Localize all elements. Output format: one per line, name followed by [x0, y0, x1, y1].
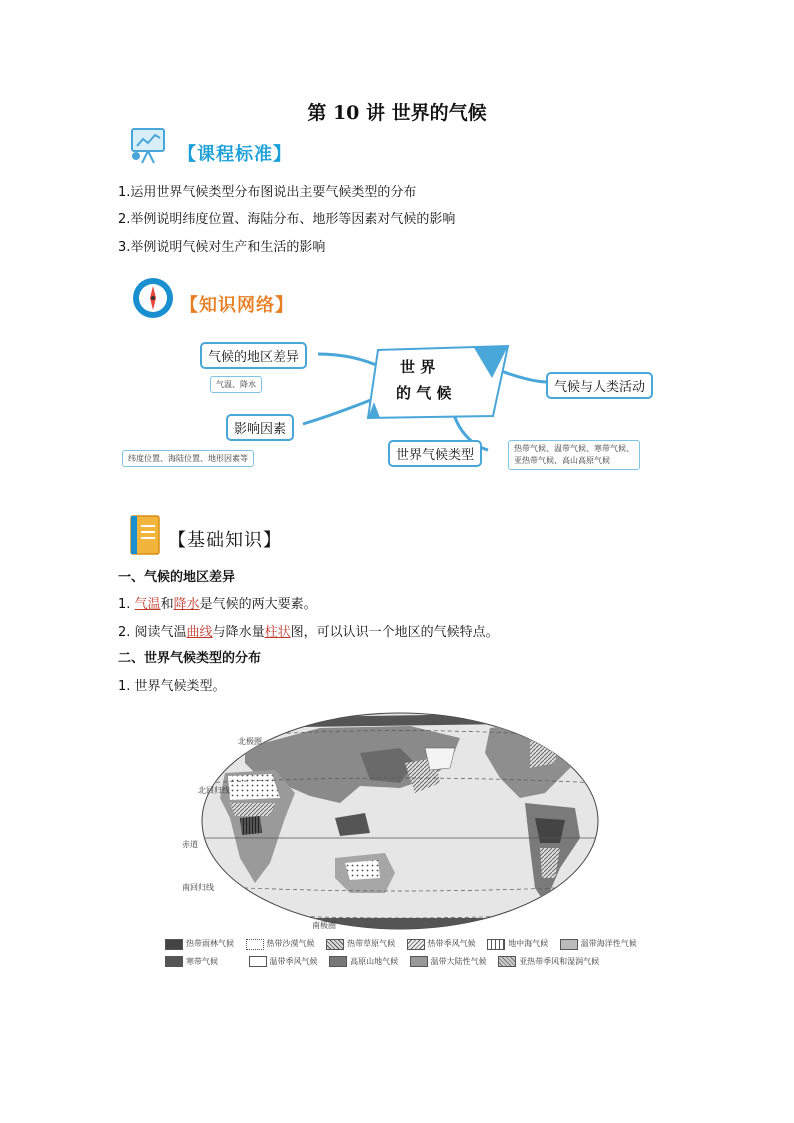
map-label-equator: 赤道	[182, 840, 198, 849]
paragraph-text: 与降水量	[212, 625, 265, 640]
page-title: 第 10 讲 世界的气候	[307, 102, 487, 124]
standard-item: 3.举例说明气候对生产和生活的影响	[118, 240, 326, 255]
mind-map-sub-types-line1: 热带气候、温带气候、寒带气候、	[514, 444, 634, 453]
mind-map-node-factors: 影响因素	[226, 414, 294, 441]
paragraph-text: 是气候的两大要素。	[199, 597, 317, 612]
mind-map-node-diff: 气候的地区差异	[200, 342, 307, 369]
underlined-term: 降水	[173, 597, 200, 612]
underlined-term: 柱状	[264, 625, 291, 640]
legend-item: 温带季风气候	[249, 957, 318, 966]
mind-map-center-line1: 世 界	[400, 358, 436, 376]
mind-map-sub-types	[508, 440, 640, 470]
network-heading: 【知识网络】	[180, 295, 294, 316]
mind-map	[118, 336, 678, 476]
legend-item: 热带雨林气候	[165, 939, 234, 948]
paragraph-text: 1.	[118, 597, 135, 612]
subheading-climate-distribution: 二、世界气候类型的分布	[118, 651, 262, 666]
map-legend-row	[165, 938, 645, 950]
legend-item: 热带草原气候	[326, 939, 395, 948]
underlined-term: 气温	[134, 597, 161, 612]
mind-map-center-line2: 的 气 候	[396, 384, 452, 402]
map-label-tropic-cancer: 北回归线	[198, 786, 230, 795]
paragraph-climate-chart	[118, 621, 499, 640]
standard-item: 1.运用世界气候类型分布图说出主要气候类型的分布	[118, 185, 417, 200]
legend-item: 亚热带季风和湿润气候	[498, 957, 599, 966]
subheading-regional-difference: 一、气候的地区差异	[118, 570, 236, 585]
legend-item: 温带大陆性气候	[410, 957, 487, 966]
legend-item: 地中海气候	[487, 939, 548, 948]
map-legend-row	[165, 956, 645, 968]
map-label-south-polar: 南极圈	[312, 921, 336, 930]
paragraph-climate-elements	[118, 593, 317, 612]
notebook-icon	[127, 514, 163, 556]
mind-map-sub-diff: 气温、降水	[210, 376, 262, 393]
legend-item: 寒带气候	[165, 957, 218, 966]
compass-icon	[131, 276, 175, 320]
standard-item: 2.举例说明纬度位置、海陆分布、地形等因素对气候的影响	[118, 212, 456, 227]
mind-map-node-types: 世界气候类型	[388, 440, 482, 467]
legend-item: 温带海洋性气候	[560, 939, 637, 948]
world-climate-map	[182, 708, 600, 934]
mind-map-node-human: 气候与人类活动	[546, 372, 653, 399]
mind-map-sub-types-line2: 亚热带气候、高山高原气候	[514, 456, 610, 465]
legend-item: 热带季风气候	[407, 939, 476, 948]
map-label-tropic-capricorn: 南回归线	[182, 883, 214, 892]
standards-icon	[128, 126, 170, 166]
paragraph-climate-types: 1. 世界气候类型。	[118, 679, 226, 694]
basics-heading: 【基础知识】	[168, 530, 282, 551]
mind-map-sub-factors: 纬度位置、海陆位置、地形因素等	[122, 450, 254, 467]
legend-item: 热带沙漠气候	[246, 939, 315, 948]
underlined-term: 曲线	[186, 625, 213, 640]
legend-item: 高原山地气候	[329, 957, 398, 966]
paragraph-text: 图，可以认识一个地区的气候特点。	[290, 625, 499, 640]
map-legend	[165, 938, 645, 967]
paragraph-text: 和	[160, 597, 174, 612]
standards-heading: 【课程标准】	[178, 144, 292, 165]
map-label-north-polar: 北极圈	[238, 737, 262, 746]
paragraph-text: 2. 阅读气温	[118, 625, 187, 640]
